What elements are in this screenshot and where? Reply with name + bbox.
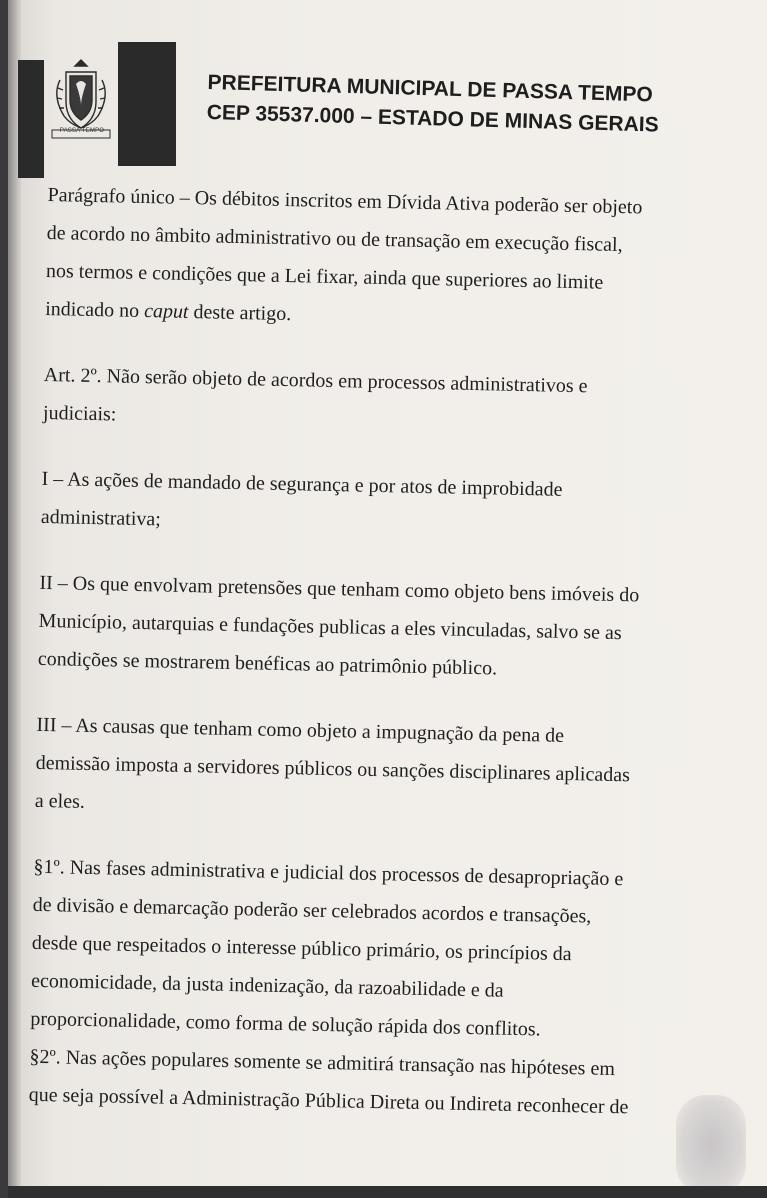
- caput-italic: caput: [143, 300, 189, 323]
- postal-state-line: CEP 35537.000 – ESTADO DE MINAS GERAIS: [206, 100, 659, 137]
- text-line: de divisão e demarcação poderão ser celebrados acordos e transações,: [32, 893, 592, 928]
- text-line: condições se mostrarem benéficas ao patrimônio público.: [37, 647, 498, 680]
- text-line: Art. 2º. Não serão objeto de acordos em processos administrativos e: [43, 363, 588, 398]
- article-2: [43, 356, 744, 447]
- section-2: [28, 1038, 729, 1129]
- text-line: demissão imposta a servidores públicos ou sanções disciplinares aplicadas: [35, 751, 631, 787]
- text-line: III – As causas que tenham como objeto a impugnação da pena de: [36, 713, 565, 747]
- text-line: nos termos e condições que a Lei fixar, ainda que superiores ao limite: [45, 259, 604, 294]
- text-line: II – Os que envolvam pretensões que tenham como objeto bens imóveis do: [39, 571, 640, 607]
- text-line: I – As ações de mandado de segurança e por atos de improbidade: [41, 467, 563, 501]
- document-body: [28, 176, 747, 1128]
- document-page: [8, 0, 767, 1198]
- text-line: §1º. Nas fases administrativa e judicial dos processos de desapropriação e: [33, 855, 624, 891]
- letterhead-bar-left: [18, 60, 44, 178]
- item-ii: [37, 564, 739, 693]
- text-line: proporcionalidade, como forma de solução rápida dos conflitos.: [30, 1007, 541, 1041]
- municipality-name: PREFEITURA MUNICIPAL DE PASSA TEMPO: [207, 70, 654, 107]
- page-bottom-edge: [8, 1186, 767, 1198]
- text-fragment: deste artigo.: [188, 300, 292, 326]
- paragraph-sole: [45, 176, 748, 343]
- letterhead-title: [206, 68, 747, 143]
- page-smudge: [676, 1095, 746, 1195]
- seal-caption: PASSA TEMPO: [59, 128, 105, 134]
- item-i: [40, 460, 741, 551]
- page-fold-shadow: [8, 0, 22, 1198]
- text-line: que seja possível a Administração Pública Direta ou Indireta reconhecer de: [28, 1083, 629, 1119]
- text-line: §2º. Nas ações populares somente se admitirá transação nas hipóteses em: [29, 1045, 616, 1081]
- text-line: Parágrafo único – Os débitos inscritos em Dívida Ativa poderão ser objeto: [47, 183, 643, 219]
- text-line: administrativa;: [40, 505, 162, 531]
- letterhead-bar-right: [118, 42, 176, 166]
- text-line: Município, autarquias e fundações publicas a eles vinculadas, salvo se as: [38, 609, 622, 645]
- text-line: a eles.: [34, 789, 86, 813]
- text-line: economicidade, da justa indenização, da razoabilidade e da: [30, 969, 504, 1002]
- text-line: de acordo no âmbito administrativo ou de transação em execução fiscal,: [46, 221, 623, 257]
- text-fragment: indicado no: [44, 297, 145, 323]
- section-1: [30, 848, 734, 1053]
- text-line: desde que respeitados o interesse público primário, os princípios da: [31, 931, 572, 966]
- item-iii: [35, 706, 737, 835]
- text-line: judiciais:: [42, 401, 117, 426]
